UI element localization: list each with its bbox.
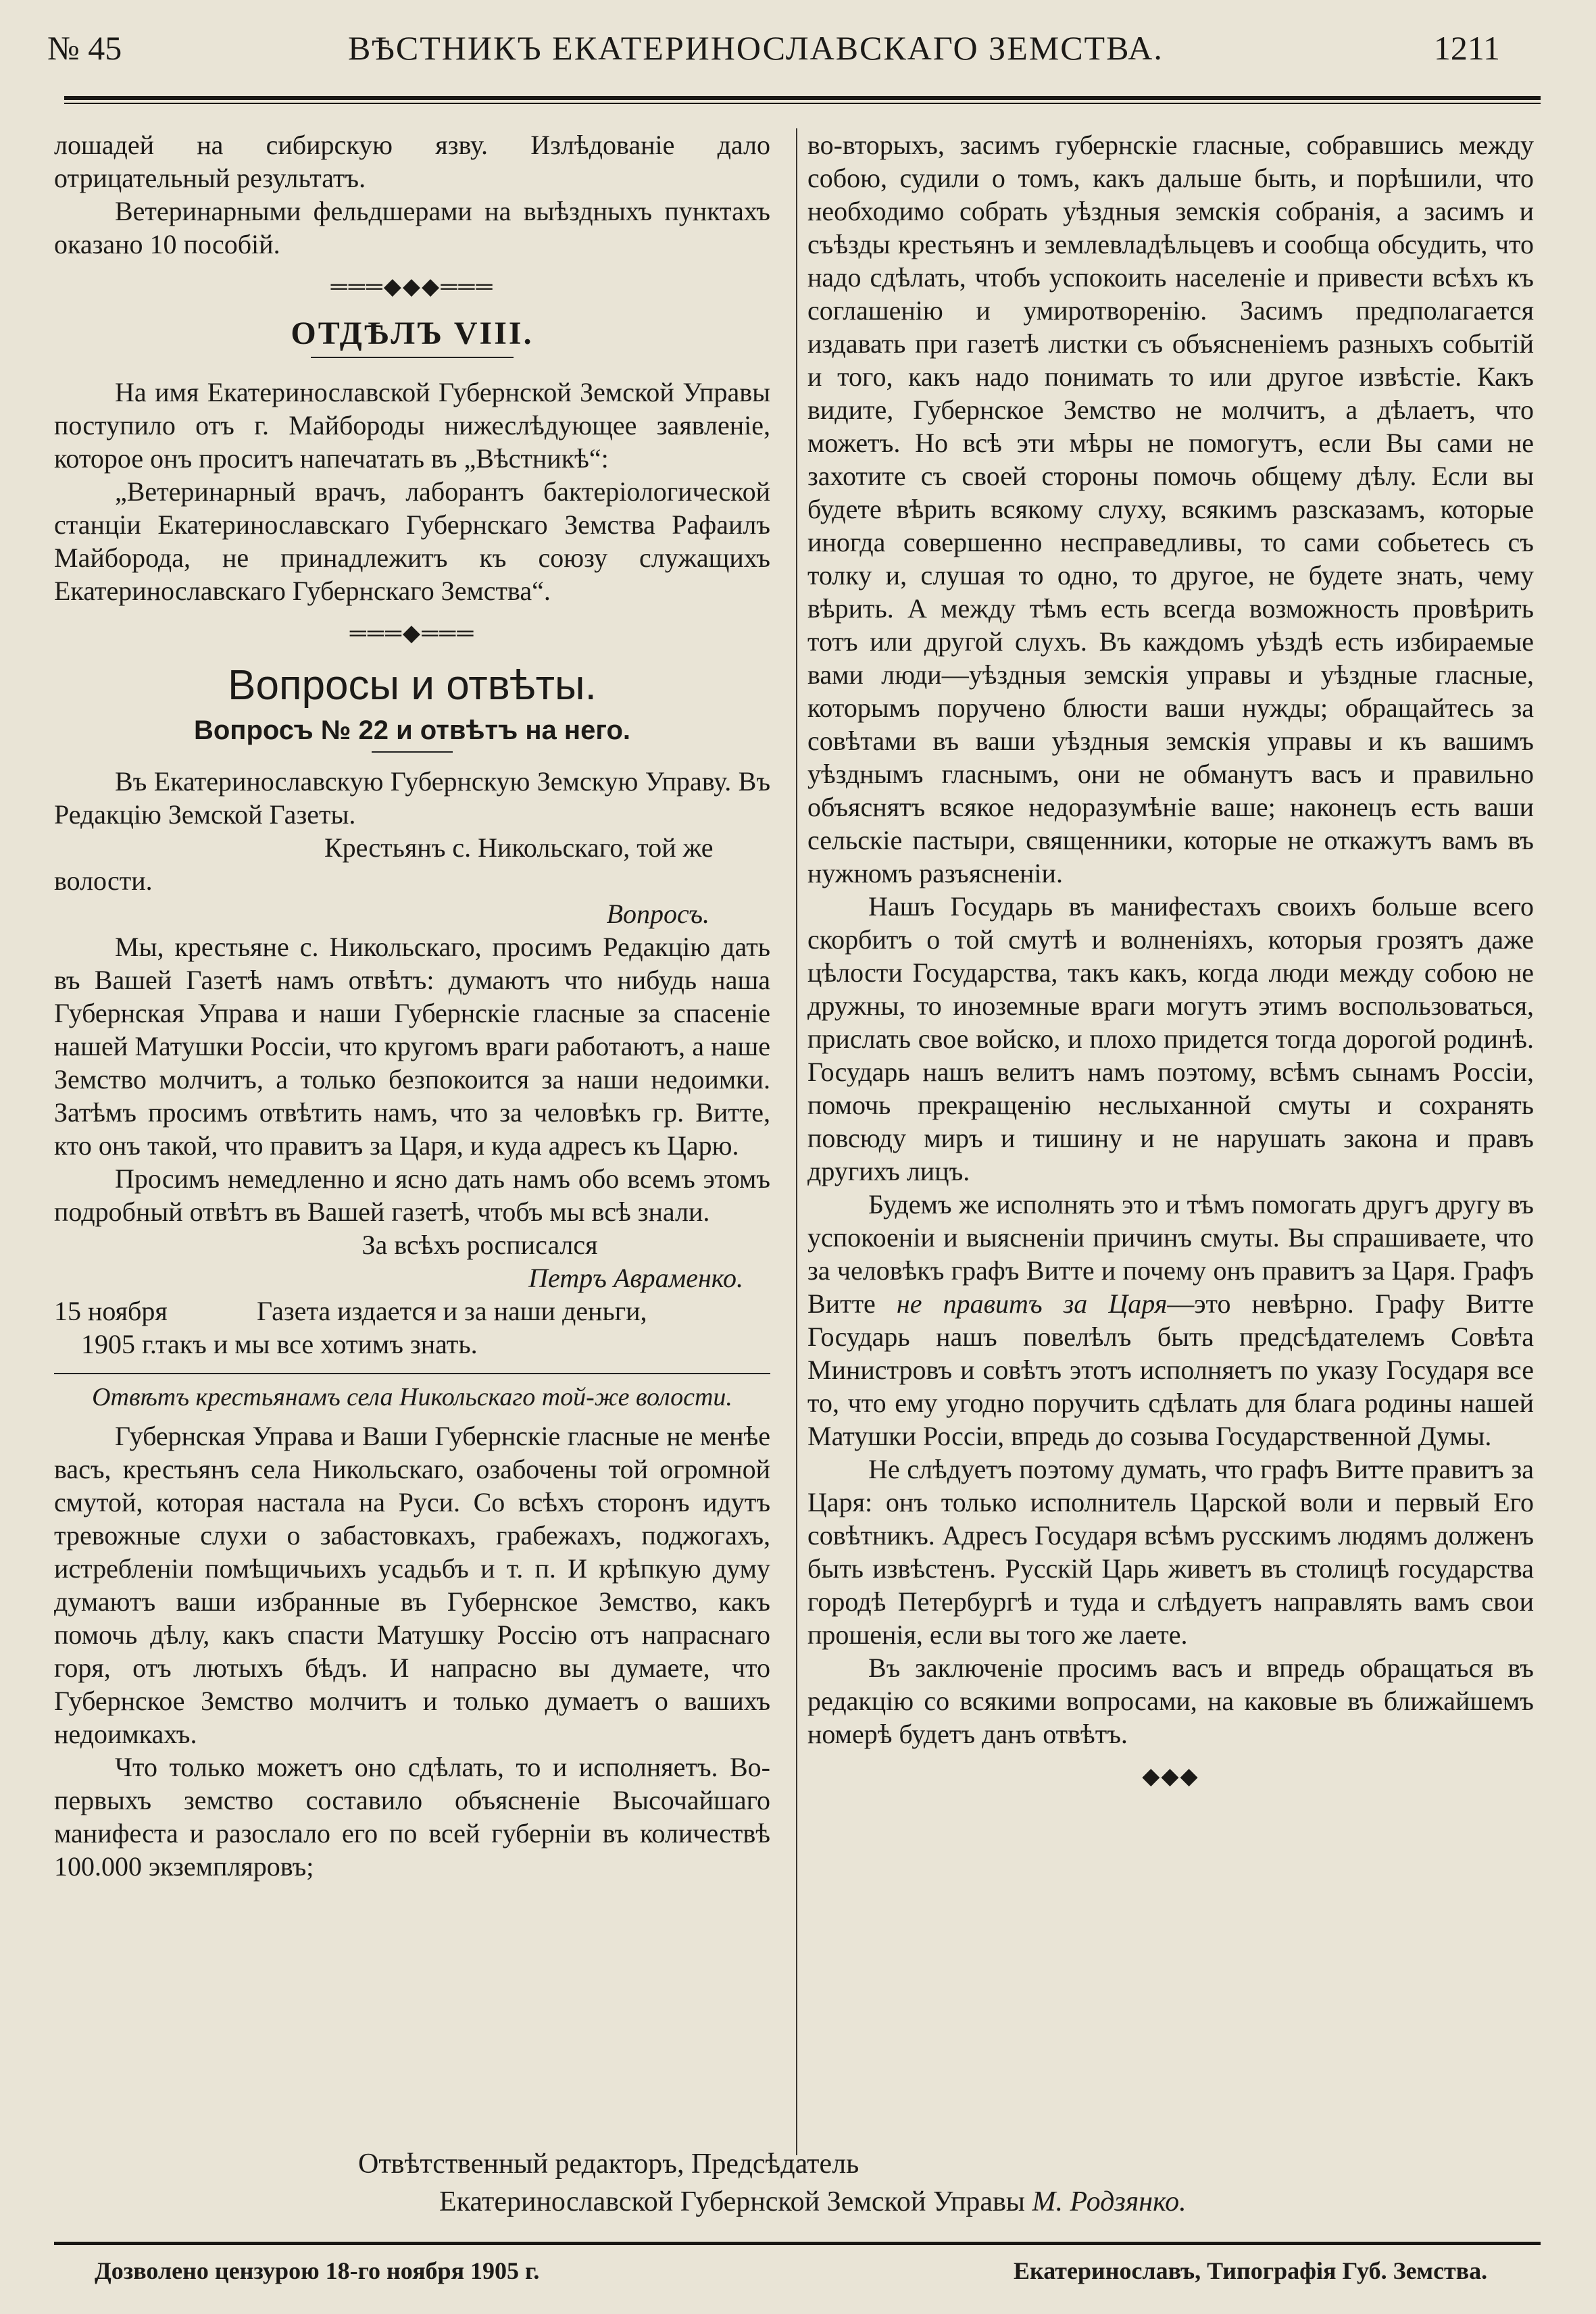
question-heading: Вопросъ № 22 и отвѣтъ на него. xyxy=(193,715,630,745)
editor-line xyxy=(439,2183,1487,2221)
paragraph: Въ Екатеринославскую Губернскую Земскую Управу. Въ Редакцію Земской Газеты. xyxy=(54,766,770,830)
paragraph: Просимъ немедленно и ясно дать намъ обо всемъ этомъ подробный отвѣтъ въ Вашей газетѣ, чтобъ мы всѣ знали. xyxy=(54,1163,770,1227)
ornament-divider: ═══◆◆◆═══ xyxy=(330,274,494,299)
paragraph: Нашъ Государь въ манифестахъ своихъ больше всего скорбитъ о той смутѣ и волненіяхъ, которыя грозятъ даже цѣлости Государства, такъ какъ, когда люди между собою не дружны, то иноземные враги могутъ этимъ воспользоваться, прислать свое войско, и плохо придется тогда дорогой родинѣ. Государь нашъ велитъ намъ поэтому, всѣмъ сынамъ Россіи, помочь прекращенію неслыханной смуты и сохранять повсюду миръ и тишину и не нарушать закона и правъ другихъ лицъ. xyxy=(807,891,1534,1186)
paragraph: „Ветеринарный врачъ, лаборантъ бактеріологической станціи Екатеринославскаго Губернскаго Земства Рафаилъ Майборода, не принадлежитъ къ союзу служащихъ Екатеринославскаго Губернскаго Земства“. xyxy=(54,476,770,606)
editor-line: Отвѣтственный редакторъ, Предсѣдатель xyxy=(358,2148,859,2180)
editor-name: М. Родзянко. xyxy=(1032,2186,1187,2217)
paragraph: Губернская Управа и Ваши Губернскіе гласные не менѣе васъ, крестьянъ села Никольскаго, озабочены той огромной смутой, которая настала на Руси. Со всѣхъ сторонъ идутъ тревожные слухи о забастовкахъ, грабежахъ, поджогахъ, истребленіи помѣщичьихъ усадьбъ и т. п. И крѣпкую думу думаютъ ваши избранные въ Губернское Земство, какъ помочь дѣлу, какъ спасти Матушку Россію отъ напраснаго горя, отъ лютыхъ бѣдъ. И напрасно вы думаете, что Губернское Земство молчитъ и только думаетъ о вашихъ недоимкахъ. xyxy=(54,1421,770,1749)
paragraph: Не слѣдуетъ поэтому думать, что графъ Витте правитъ за Царя: онъ только исполнитель Царской воли и первый Его совѣтникъ. Адресъ Государя всѣмъ русскимъ людямъ долженъ быть извѣстенъ. Русскій Царь живетъ въ столицѣ государства городѣ Петербургѣ и туда и слѣдуетъ направлять вамъ свои прошенія, если вы того же лаетe. xyxy=(807,1454,1534,1650)
paragraph: лошадей на сибирскую язву. Излѣдованіе дало отрицательный результатъ. xyxy=(54,130,770,193)
signer-name: Петръ Авраменко. xyxy=(528,1263,743,1293)
column-divider xyxy=(796,128,797,2155)
page-header xyxy=(47,26,1541,81)
short-rule xyxy=(311,357,514,358)
paragraph xyxy=(807,1188,1534,1453)
paragraph: Въ заключеніе просимъ васъ и впредь обращаться въ редакцію со всякими вопросами, на каковые въ ближайшемъ номерѣ будетъ данъ отвѣтъ. xyxy=(807,1653,1534,1749)
paragraph: Крестьянъ с. Никольскаго, той же волости. xyxy=(54,832,714,896)
date-year: 1905 г. xyxy=(81,1329,157,1359)
paragraph: На имя Екатеринославской Губернской Земской Управы поступило отъ г. Майбороды нижеслѣдующее заявленіе, которое онъ проситъ напечатать въ „Вѣстникѣ“: xyxy=(54,377,770,474)
paragraph: Ветеринарными фельдшерами на выѣздныхъ пунктахъ оказано 10 пособій. xyxy=(54,196,770,259)
journal-title: ВѢСТНИКЪ ЕКАТЕРИНОСЛАВСКАГО ЗЕМСТВА. xyxy=(348,29,1164,67)
qa-title: Вопросы и отвѣты. xyxy=(228,662,597,709)
issue-number: № 45 xyxy=(47,29,122,67)
printer-note: Екатеринославъ, Типографія Губ. Земства. xyxy=(1014,2257,1488,2284)
date-note: такъ и мы все хотимъ знать. xyxy=(155,1329,478,1359)
header-rule-thin xyxy=(64,103,1541,104)
page-number: 1211 xyxy=(1433,29,1500,67)
footer-rule xyxy=(54,2242,1541,2245)
censor-note: Дозволено цензурою 18-го ноября 1905 г. xyxy=(95,2257,540,2284)
section-title: ОТДѢЛЪ VIII. xyxy=(291,316,534,351)
editor-block xyxy=(338,2145,1487,2221)
date-line xyxy=(54,1328,770,1361)
editor-org: Екатеринославской Губернской Земской Управы xyxy=(439,2186,1026,2217)
text-run: —это невѣрно. Графу Витте Государь нашъ повелѣлъ быть предсѣдателемъ Совѣта Министровъ и совѣтъ этотъ исполняетъ по указу Государя все то, что ему угодно поручить сдѣлать для блага родины нашей Матушки Россіи, впредь до созыва Государственной Думы. xyxy=(807,1288,1535,1451)
paragraph: Мы, крестьяне с. Никольскаго, просимъ Редакцію дать въ Вашей Газетѣ намъ отвѣтъ: думаютъ что нибудь наша Губернская Управа и наши Губернскіе гласные за спасеніе нашей Матушки Россіи, что кругомъ враги работаютъ, а наше Земство молчитъ, а только безпокоится за наши недоимки. Затѣмъ просимъ отвѣтить намъ, что за человѣкъ гр. Витте, кто онъ такой, что правитъ за Царя, и куда адресъ къ Царю. xyxy=(54,932,770,1161)
dash-rule xyxy=(372,751,453,753)
paragraph: во-вторыхъ, засимъ губернскіе гласные, собравшись между собою, судили о томъ, какъ дальше быть, и порѣшили, что необходимо собрать уѣздныя земскія собранія, а засимъ и съѣзды крестьянъ и землевладѣльцевъ и сообща обсудить, что надо сдѣлать, чтобъ успокоить населеніе и привести всѣхъ къ соглашенію и умиротворенію. Засимъ предполагается издавать при газетѣ листки съ объясненіемъ разныхъ событій и того, какъ надо понимать то или другое извѣстіе. Какъ видите, Губернское Земство не молчитъ, а дѣлаетъ, что можетъ. Но всѣ эти мѣры не помогутъ, если Вы сами не захотите съ своей стороны помочь общему дѣлу. Если вы будете вѣрить всякому слуху, всякимъ разсказамъ, которые иногда совершенно несправедливы, то сами собьетесь съ толку и, слушая то одно, то другое, не будете знать, чему вѣрить. А между тѣмъ есть всегда возможность провѣрить тотъ или другой слухъ. Въ каждомъ уѣздѣ есть избираемые вами люди—уѣздныя земскія управы и уѣздные гласные, которымъ поручено блюсти ваши нужды; обращайтесь за совѣтами въ ваши уѣздныя земскія управы и къ вашимъ уѣзднымъ гласнымъ, они не обманутъ васъ и правильно объяснятъ всякое недоразумѣніе ваше; наконецъ есть ваши сельскіе пастыри, священники, которые не откажутъ вамъ въ нужномъ разъясненіи. xyxy=(807,130,1534,888)
date-line xyxy=(54,1294,770,1328)
signed-line: За всѣхъ росписался xyxy=(361,1230,598,1260)
right-column xyxy=(807,128,1534,1803)
date-day: 15 ноября xyxy=(54,1296,168,1326)
header-rule xyxy=(64,96,1541,100)
ornament-divider: ◆◆◆ xyxy=(1142,1764,1199,1789)
ornament-divider: ═══◆═══ xyxy=(349,621,475,646)
paragraph: Что только можетъ оно сдѣлать, то и исполняетъ. Во-первыхъ земство составило объясненіе Высочайшаго манифеста и разослало его по всей губерніи въ количествѣ 100.000 экземпляровъ; xyxy=(54,1752,770,1882)
left-column xyxy=(54,128,770,1883)
answer-title: Отвѣтъ крестьянамъ села Никольскаго той-же волости. xyxy=(54,1373,770,1414)
italic-run: не правитъ за Царя xyxy=(896,1288,1168,1319)
question-label: Вопросъ. xyxy=(606,899,709,929)
text-run: Будемъ же исполнять это и тѣмъ помогать другъ другу въ успокоеніи и выясненіи причинъ смуты. Вы спрашиваете, что за человѣкъ графъ Витте и почему онъ правитъ за Царя. Графъ Витте xyxy=(807,1189,1534,1319)
date-note: Газета издается и за наши деньги, xyxy=(257,1296,647,1326)
